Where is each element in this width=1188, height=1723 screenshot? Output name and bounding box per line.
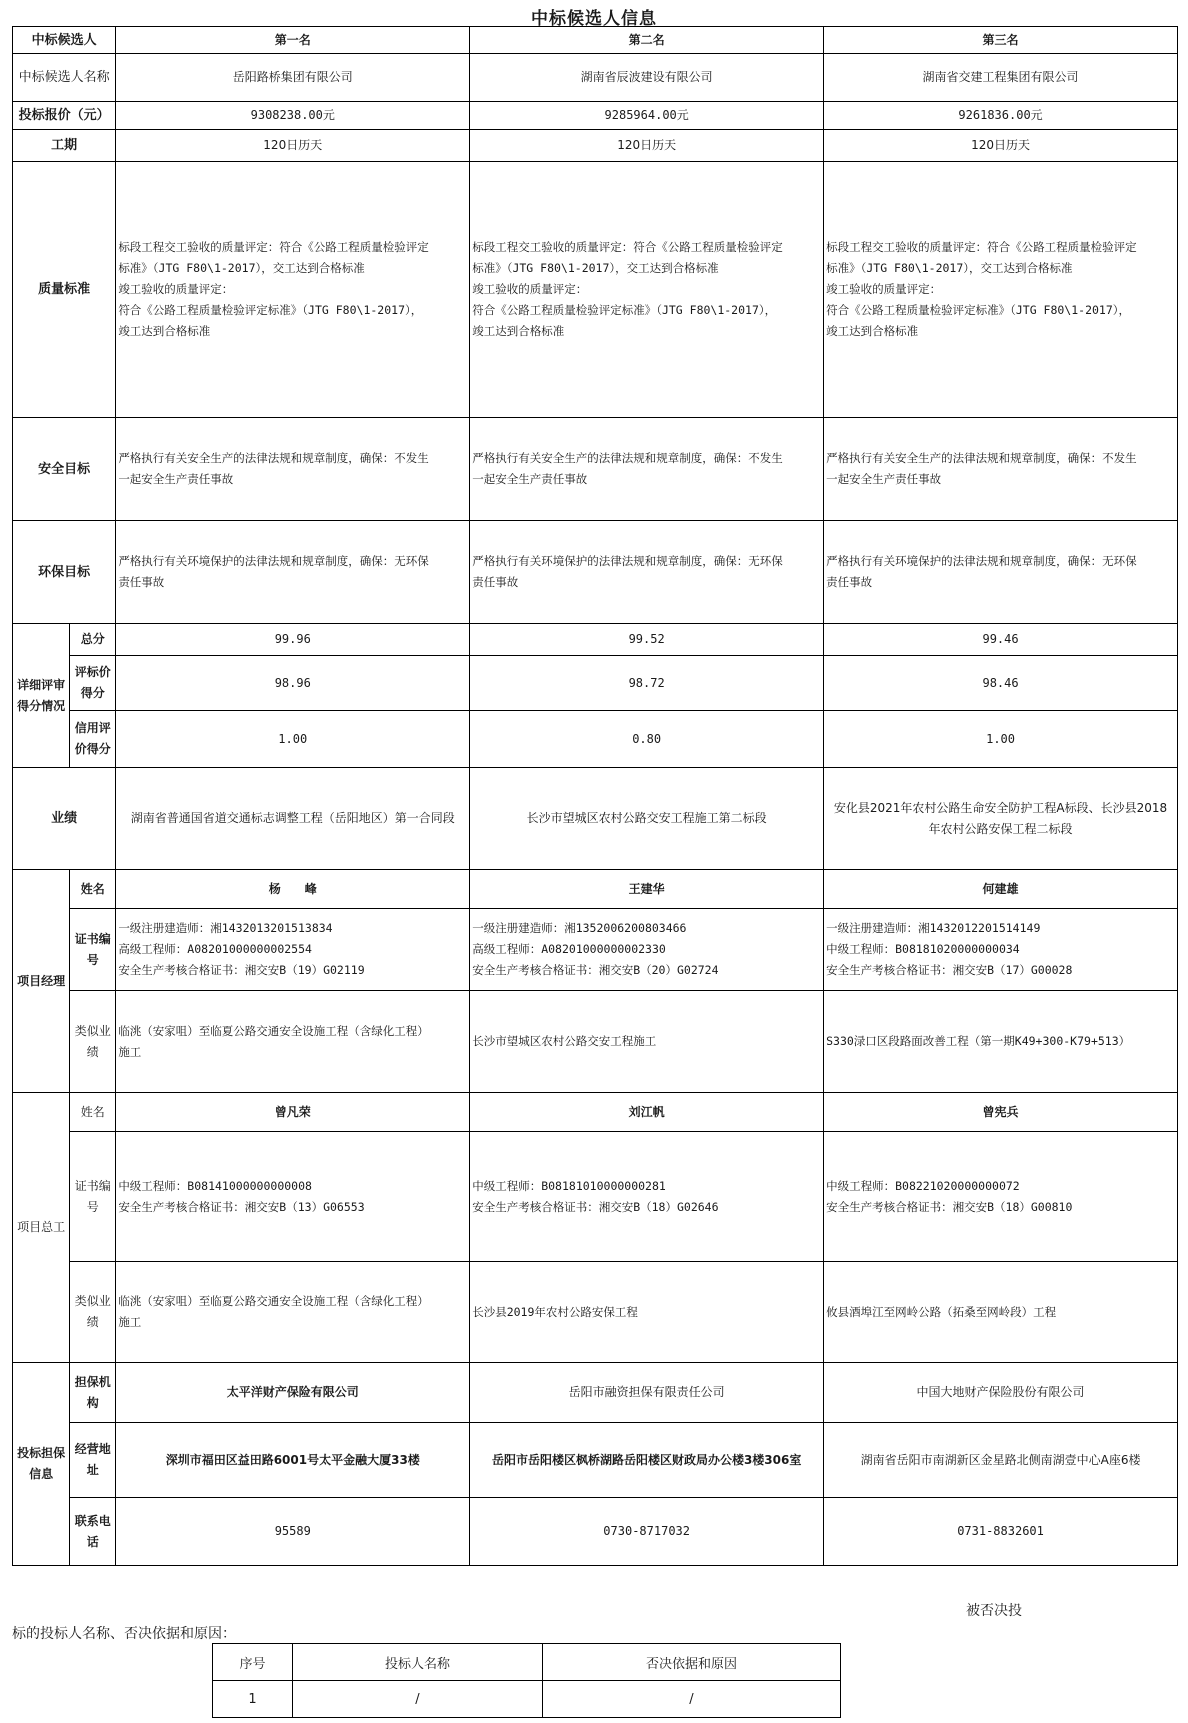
performance-row bbox=[13, 768, 1178, 870]
te-similar: 攸县酒埠江至网岭公路（拓桑至网岭段）工程 bbox=[824, 1262, 1178, 1363]
guarantee-phone-row bbox=[13, 1498, 1178, 1566]
env-text: 严格执行有关环境保护的法律法规和规章制度，确保：无环保 责任事故 bbox=[116, 521, 470, 624]
pm-cert-label: 证书编号 bbox=[70, 909, 116, 991]
te-cert: 中级工程师：B08141000000000008 安全生产考核合格证书：湘交安B（13）G06553 bbox=[116, 1132, 470, 1262]
credit-score-label: 信用评价得分 bbox=[70, 711, 116, 768]
guarantee-org: 岳阳市融资担保有限责任公司 bbox=[470, 1363, 824, 1423]
te-cert-label: 证书编号 bbox=[70, 1132, 116, 1262]
rejected-table bbox=[212, 1643, 841, 1718]
period: 120日历天 bbox=[824, 130, 1178, 162]
pm-cert: 一级注册建造师：湘1432012201514149 中级工程师：B08181020000000034 安全生产考核合格证书：湘交安B（17）G00028 bbox=[824, 909, 1178, 991]
te-cert: 中级工程师：B08221020000000072 安全生产考核合格证书：湘交安B（18）G00810 bbox=[824, 1132, 1178, 1262]
guarantee-addr-label: 经营地址 bbox=[70, 1423, 116, 1498]
pm-name-label: 姓名 bbox=[70, 870, 116, 909]
te-name-label: 姓名 bbox=[70, 1093, 116, 1132]
pm-cert: 一级注册建造师：湘1352006200803466 高级工程师：A08201000000002330 安全生产考核合格证书：湘交安B（20）G02724 bbox=[470, 909, 824, 991]
rejected-header: 序号 bbox=[213, 1644, 293, 1681]
header-row bbox=[13, 27, 1178, 54]
period-label: 工期 bbox=[13, 130, 116, 162]
pm-similar: 临洮（安家咀）至临夏公路交通安全设施工程（含绿化工程） 施工 bbox=[116, 991, 470, 1093]
quality-text: 标段工程交工验收的质量评定：符合《公路工程质量检验评定 标准》（JTG F80\1-2017），交工达到合格标准 竣工验收的质量评定： 符合《公路工程质量检验评定标准》（JTG F80\1-2017）， 竣工达到合格标准 bbox=[470, 162, 824, 418]
guarantee-addr: 深圳市福田区益田路6001号太平金融大厦33楼 bbox=[116, 1423, 470, 1498]
pm-cert-row bbox=[13, 909, 1178, 991]
bid-price: 9308238.00元 bbox=[116, 102, 470, 130]
te-cert-row bbox=[13, 1132, 1178, 1262]
pm-name-row bbox=[13, 870, 1178, 909]
guarantee-phone: 0730-8717032 bbox=[470, 1498, 824, 1566]
te-name-row bbox=[13, 1093, 1178, 1132]
performance-text: 安化县2021年农村公路生命安全防护工程A标段、长沙县2018 年农村公路安保工程二标段 bbox=[824, 768, 1178, 870]
rejected-cell: / bbox=[543, 1681, 841, 1718]
guarantee-phone: 95589 bbox=[116, 1498, 470, 1566]
env-label: 环保目标 bbox=[13, 521, 116, 624]
price-score: 98.46 bbox=[824, 656, 1178, 711]
rejected-row bbox=[213, 1681, 841, 1718]
price-label: 投标报价（元） bbox=[13, 102, 116, 130]
guarantee-label: 投标担保信息 bbox=[13, 1363, 70, 1566]
safety-text: 严格执行有关安全生产的法律法规和规章制度，确保：不发生 一起安全生产责任事故 bbox=[116, 418, 470, 521]
pm-similar-label: 类似业绩 bbox=[70, 991, 116, 1093]
bid-price: 9261836.00元 bbox=[824, 102, 1178, 130]
pm-label: 项目经理 bbox=[13, 870, 70, 1093]
te-name: 曾宪兵 bbox=[824, 1093, 1178, 1132]
safety-row bbox=[13, 418, 1178, 521]
safety-label: 安全目标 bbox=[13, 418, 116, 521]
guarantee-addr: 湖南省岳阳市南湖新区金星路北侧南湖壹中心A座6楼 bbox=[824, 1423, 1178, 1498]
rank-1: 第一名 bbox=[116, 27, 470, 54]
guarantee-org: 中国大地财产保险股份有限公司 bbox=[824, 1363, 1178, 1423]
total-score: 99.96 bbox=[116, 624, 470, 656]
credit-score: 1.00 bbox=[116, 711, 470, 768]
te-name: 刘江帆 bbox=[470, 1093, 824, 1132]
candidate-name: 湖南省辰波建设有限公司 bbox=[470, 54, 824, 102]
pm-name: 杨 峰 bbox=[116, 870, 470, 909]
total-score-label: 总分 bbox=[70, 624, 116, 656]
guarantee-phone-label: 联系电话 bbox=[70, 1498, 116, 1566]
period: 120日历天 bbox=[470, 130, 824, 162]
pm-similar: S330渌口区段路面改善工程（第一期K49+300-K79+513） bbox=[824, 991, 1178, 1093]
candidate-table bbox=[12, 26, 1178, 1566]
credit-score: 1.00 bbox=[824, 711, 1178, 768]
te-similar-label: 类似业绩 bbox=[70, 1262, 116, 1363]
candidate-name-row bbox=[13, 54, 1178, 102]
candidate-name: 湖南省交建工程集团有限公司 bbox=[824, 54, 1178, 102]
guarantee-addr: 岳阳市岳阳楼区枫桥湖路岳阳楼区财政局办公楼3楼306室 bbox=[470, 1423, 824, 1498]
total-score: 99.52 bbox=[470, 624, 824, 656]
performance-text: 长沙市望城区农村公路交安工程施工第二标段 bbox=[470, 768, 824, 870]
pm-name: 王建华 bbox=[470, 870, 824, 909]
period-row bbox=[13, 130, 1178, 162]
price-score: 98.96 bbox=[116, 656, 470, 711]
pm-cert: 一级注册建造师：湘1432013201513834 高级工程师：A08201000000002554 安全生产考核合格证书：湘交安B（19）G02119 bbox=[116, 909, 470, 991]
price-row bbox=[13, 102, 1178, 130]
page-title: 中标候选人信息 bbox=[531, 9, 657, 29]
quality-row bbox=[13, 162, 1178, 418]
total-score: 99.46 bbox=[824, 624, 1178, 656]
te-cert: 中级工程师：B08181010000000281 安全生产考核合格证书：湘交安B（18）G02646 bbox=[470, 1132, 824, 1262]
safety-text: 严格执行有关安全生产的法律法规和规章制度，确保：不发生 一起安全生产责任事故 bbox=[824, 418, 1178, 521]
guarantee-org: 太平洋财产保险有限公司 bbox=[116, 1363, 470, 1423]
guarantee-phone: 0731-8832601 bbox=[824, 1498, 1178, 1566]
header-label: 中标候选人 bbox=[13, 27, 116, 54]
rank-3: 第三名 bbox=[824, 27, 1178, 54]
te-name: 曾凡荣 bbox=[116, 1093, 470, 1132]
rejected-desc: 标的投标人名称、否决依据和原因： bbox=[12, 1626, 236, 1642]
price-score-row bbox=[13, 656, 1178, 711]
te-similar: 临洮（安家咀）至临夏公路交通安全设施工程（含绿化工程） 施工 bbox=[116, 1262, 470, 1363]
quality-label: 质量标准 bbox=[13, 162, 116, 418]
quality-text: 标段工程交工验收的质量评定：符合《公路工程质量检验评定 标准》（JTG F80\1-2017），交工达到合格标准 竣工验收的质量评定： 符合《公路工程质量检验评定标准》（JTG F80\1-2017）， 竣工达到合格标准 bbox=[116, 162, 470, 418]
te-label: 项目总工 bbox=[13, 1093, 70, 1363]
credit-score: 0.80 bbox=[470, 711, 824, 768]
total-score-row bbox=[13, 624, 1178, 656]
performance-text: 湖南省普通国省道交通标志调整工程（岳阳地区）第一合同段 bbox=[116, 768, 470, 870]
price-score: 98.72 bbox=[470, 656, 824, 711]
rejected-header-row bbox=[213, 1644, 841, 1681]
guarantee-org-row bbox=[13, 1363, 1178, 1423]
pm-similar: 长沙市望城区农村公路交安工程施工 bbox=[470, 991, 824, 1093]
te-similar: 长沙县2019年农村公路安保工程 bbox=[470, 1262, 824, 1363]
credit-score-row bbox=[13, 711, 1178, 768]
te-similar-row bbox=[13, 1262, 1178, 1363]
safety-text: 严格执行有关安全生产的法律法规和规章制度，确保：不发生 一起安全生产责任事故 bbox=[470, 418, 824, 521]
performance-label: 业绩 bbox=[13, 768, 116, 870]
pm-name: 何建雄 bbox=[824, 870, 1178, 909]
rejected-header: 投标人名称 bbox=[293, 1644, 543, 1681]
env-text: 严格执行有关环境保护的法律法规和规章制度，确保：无环保 责任事故 bbox=[470, 521, 824, 624]
env-row bbox=[13, 521, 1178, 624]
guarantee-org-label: 担保机构 bbox=[70, 1363, 116, 1423]
rejected-label: 被否决投 bbox=[966, 1603, 1022, 1619]
bid-price: 9285964.00元 bbox=[470, 102, 824, 130]
price-score-label: 评标价得分 bbox=[70, 656, 116, 711]
pm-similar-row bbox=[13, 991, 1178, 1093]
env-text: 严格执行有关环境保护的法律法规和规章制度，确保：无环保 责任事故 bbox=[824, 521, 1178, 624]
guarantee-addr-row bbox=[13, 1423, 1178, 1498]
period: 120日历天 bbox=[116, 130, 470, 162]
rank-2: 第二名 bbox=[470, 27, 824, 54]
rejected-header: 否决依据和原因 bbox=[543, 1644, 841, 1681]
candidate-name: 岳阳路桥集团有限公司 bbox=[116, 54, 470, 102]
rejected-cell: 1 bbox=[213, 1681, 293, 1718]
candidate-name-label: 中标候选人名称 bbox=[13, 54, 116, 102]
score-group-label: 详细评审得分情况 bbox=[13, 624, 70, 768]
quality-text: 标段工程交工验收的质量评定：符合《公路工程质量检验评定 标准》（JTG F80\1-2017），交工达到合格标准 竣工验收的质量评定： 符合《公路工程质量检验评定标准》（JTG F80\1-2017）， 竣工达到合格标准 bbox=[824, 162, 1178, 418]
rejected-cell: / bbox=[293, 1681, 543, 1718]
